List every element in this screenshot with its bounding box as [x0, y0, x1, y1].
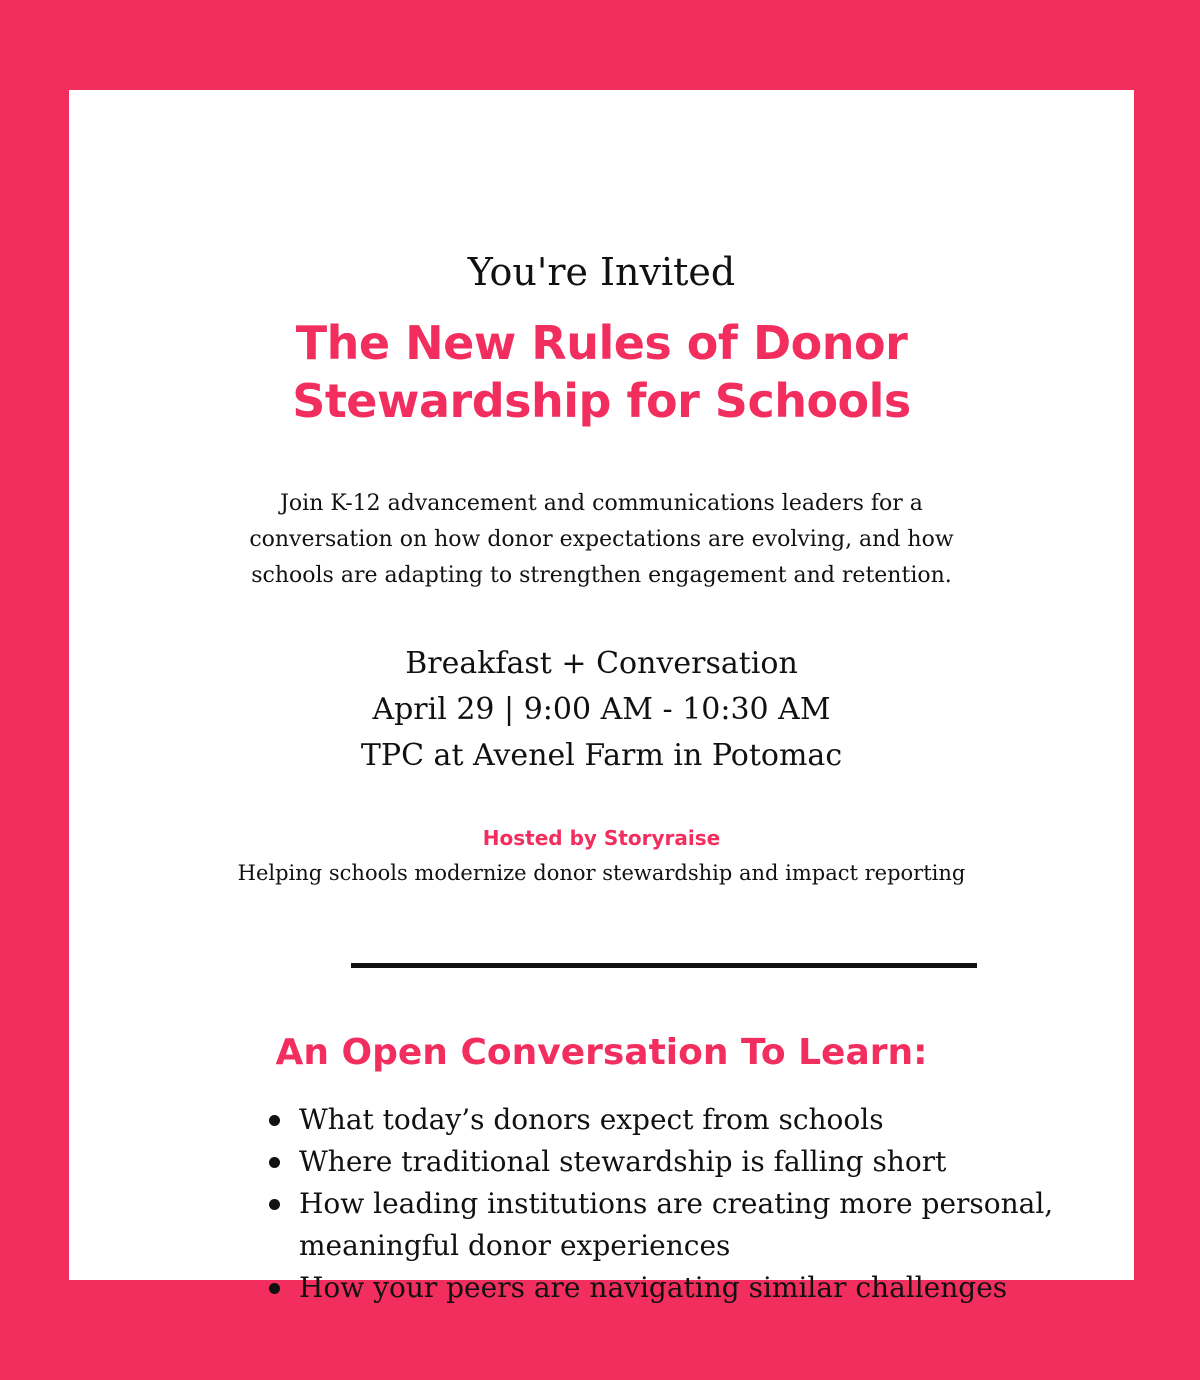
intro-line: Join K-12 advancement and communications leaders for a: [280, 491, 923, 516]
event-title: [69, 314, 1134, 430]
intro-line: conversation on how donor expectations are evolving, and how: [249, 527, 954, 552]
host-description: Helping schools modernize donor stewardship and impact reporting: [237, 861, 966, 885]
list-item: [267, 1183, 1127, 1267]
event-location: TPC at Avenel Farm in Potomac: [360, 738, 843, 773]
list-item-text: Where traditional stewardship is falling short: [299, 1145, 947, 1178]
section-divider: [351, 963, 977, 968]
invitation-card: [69, 90, 1134, 1304]
list-item-text: How leading institutions are creating more personal,: [299, 1187, 1054, 1220]
intro-paragraph: [69, 486, 1134, 594]
learn-heading: An Open Conversation To Learn:: [275, 1032, 928, 1073]
list-item-text: How your peers are navigating similar challenges: [299, 1271, 1008, 1304]
event-title-line: Stewardship for Schools: [292, 374, 911, 428]
bullet-icon: [269, 1283, 280, 1294]
bullet-icon: [269, 1115, 280, 1126]
intro-line: schools are adapting to strengthen engagement and retention.: [251, 563, 952, 588]
list-item: [267, 1099, 1127, 1141]
list-item: [267, 1141, 1127, 1183]
list-item-text-continued: meaningful donor experiences: [299, 1229, 731, 1262]
list-item: [267, 1267, 1127, 1309]
event-title-line: The New Rules of Donor: [295, 316, 908, 370]
event-details: [69, 641, 1134, 779]
learn-list: [267, 1099, 1127, 1309]
event-date-time: April 29 | 9:00 AM - 10:30 AM: [372, 692, 831, 727]
list-item-text: What today’s donors expect from schools: [299, 1103, 884, 1136]
event-format: Breakfast + Conversation: [405, 646, 798, 681]
bullet-icon: [269, 1157, 280, 1168]
bullet-icon: [269, 1199, 280, 1210]
invited-heading: You're Invited: [467, 250, 736, 294]
host-label: Hosted by Storyraise: [482, 826, 721, 850]
